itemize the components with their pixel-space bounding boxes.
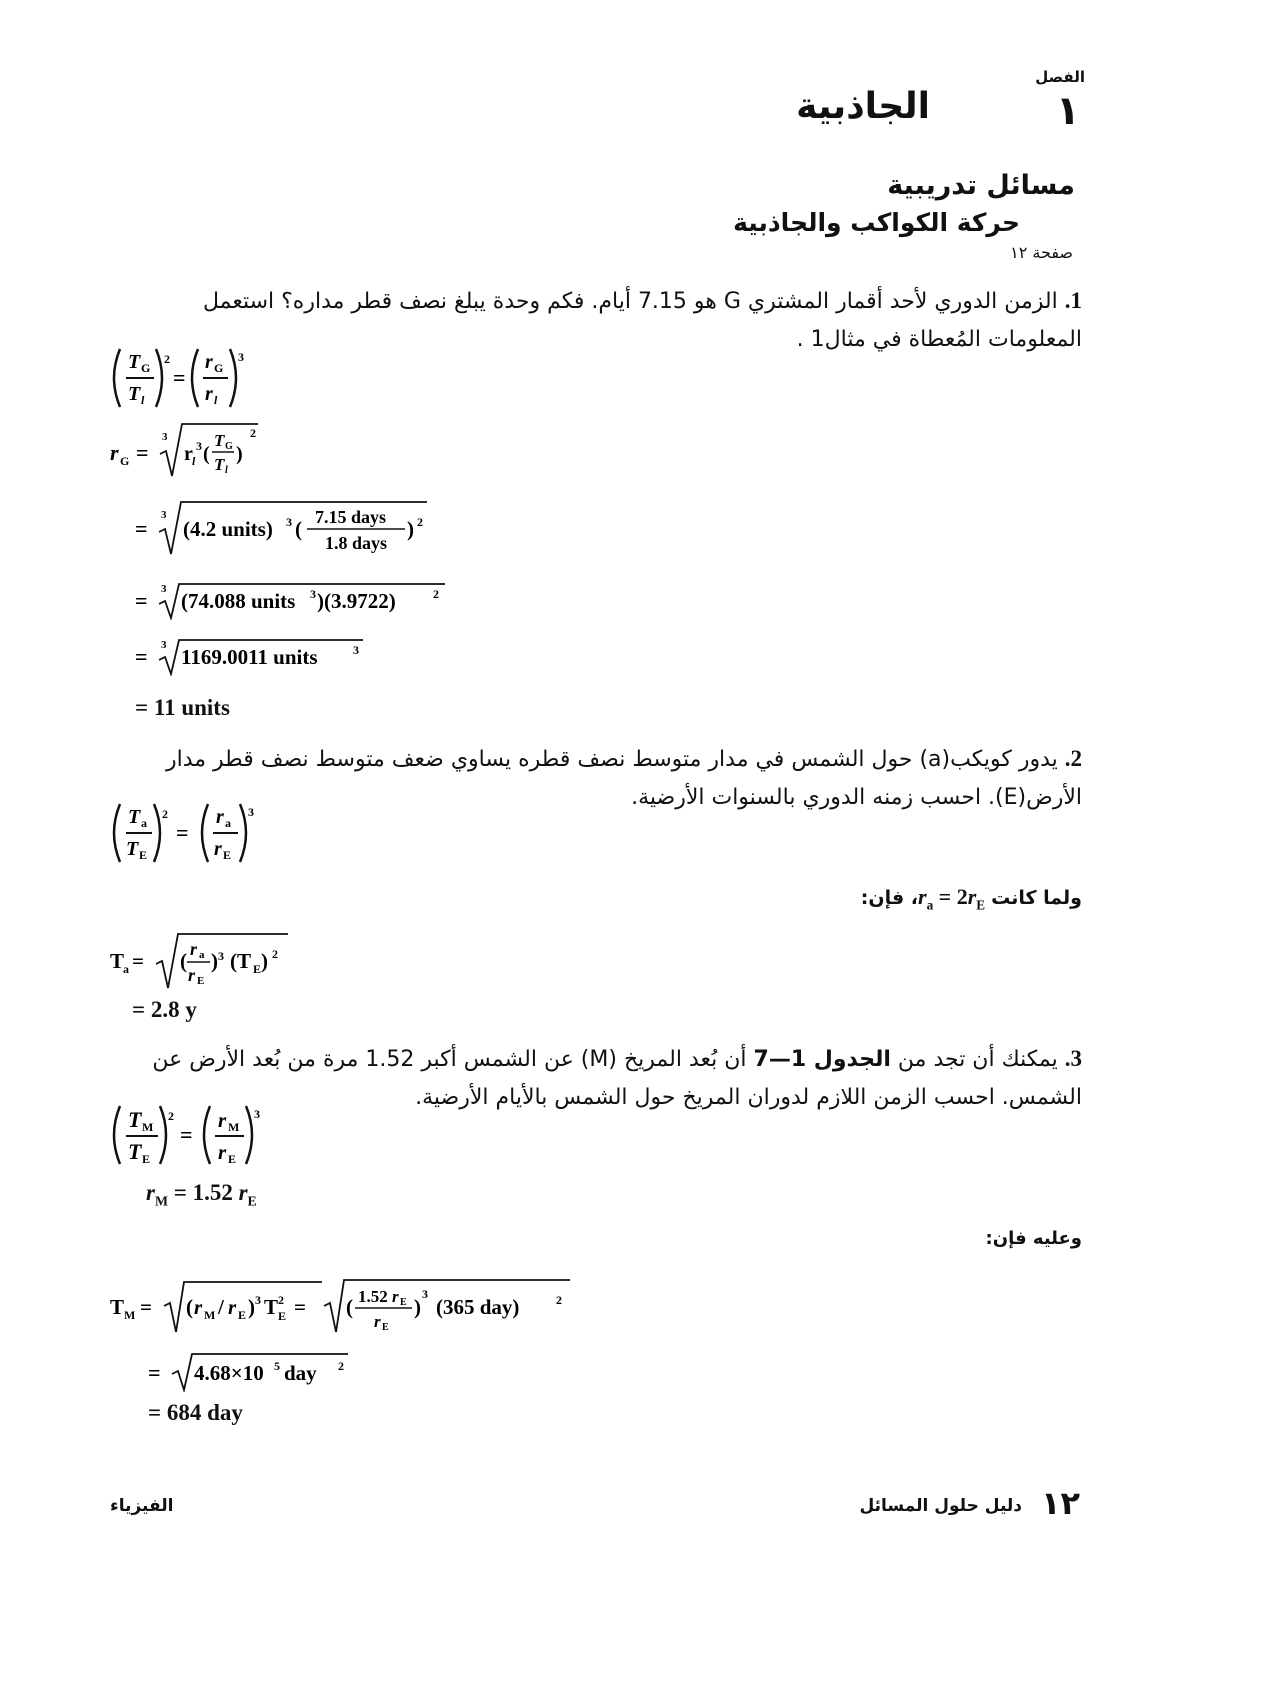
- svg-text:(T: (T: [230, 949, 251, 973]
- svg-text:2: 2: [556, 1293, 562, 1307]
- svg-text:l: l: [141, 393, 145, 407]
- problem-number: 2.: [1064, 746, 1082, 771]
- svg-text:=: =: [132, 949, 144, 973]
- svg-text:=: =: [180, 1122, 193, 1147]
- svg-text:): ): [211, 949, 218, 973]
- svg-text:3: 3: [196, 439, 202, 453]
- svg-text:r: r: [228, 1295, 237, 1319]
- problem-3-therefore: وعليه فإن:: [985, 1228, 1082, 1249]
- svg-text:E: E: [253, 962, 262, 976]
- svg-text:): ): [414, 1295, 421, 1319]
- svg-text:=: =: [140, 1295, 152, 1319]
- svg-text:a: a: [123, 962, 129, 976]
- volume-step: [135, 636, 375, 676]
- svg-text:r: r: [190, 939, 198, 959]
- problem-2: [122, 740, 1082, 817]
- problem-1-result: = 11 units: [135, 695, 230, 720]
- svg-text:r: r: [205, 383, 213, 405]
- svg-text:7.15 days: 7.15 days: [315, 507, 387, 527]
- svg-text:2: 2: [272, 947, 278, 961]
- svg-text:2: 2: [168, 1109, 174, 1123]
- svg-text:r: r: [194, 1295, 203, 1319]
- svg-text:(: (: [346, 1295, 353, 1319]
- problem-2-result: = 2.8 y: [132, 997, 197, 1022]
- footer-page-number: ١٢: [1040, 1484, 1080, 1522]
- svg-text:2: 2: [162, 807, 168, 821]
- problem-3-result: = 684 day: [148, 1400, 243, 1425]
- svg-text:): ): [261, 949, 268, 973]
- svg-text:(4.2 units): (4.2 units): [183, 517, 273, 541]
- svg-text:=: =: [176, 820, 189, 845]
- svg-text:E: E: [142, 1152, 151, 1166]
- svg-text:3: 3: [162, 431, 168, 443]
- svg-text:3: 3: [254, 1107, 260, 1121]
- svg-text:T: T: [128, 806, 141, 828]
- svg-text:a: a: [225, 816, 231, 830]
- svg-text:T: T: [264, 1295, 279, 1319]
- svg-text:M: M: [124, 1308, 136, 1322]
- svg-text:G: G: [141, 361, 151, 375]
- svg-text:3: 3: [161, 639, 167, 651]
- problem-number: 3.: [1064, 1046, 1082, 1071]
- svg-text:r: r: [205, 351, 213, 373]
- svg-text:1.52: 1.52: [358, 1287, 388, 1306]
- svg-text:5: 5: [274, 1359, 280, 1373]
- svg-text:)(3.9722): )(3.9722): [317, 589, 396, 613]
- svg-text:2: 2: [417, 515, 423, 529]
- svg-text:G: G: [225, 441, 233, 452]
- problem-1: [122, 282, 1082, 359]
- svg-text:): ): [236, 443, 243, 465]
- condition-suffix: ، فإن:: [860, 887, 919, 909]
- svg-text:l: l: [225, 465, 228, 476]
- svg-text:M: M: [228, 1120, 240, 1134]
- svg-text:a: a: [199, 949, 205, 961]
- svg-text:): ): [407, 517, 414, 541]
- svg-text:(: (: [295, 517, 302, 541]
- svg-text:=: =: [135, 516, 148, 541]
- svg-text:3: 3: [238, 350, 244, 364]
- substitution-step: [135, 496, 435, 558]
- svg-text:l: l: [192, 454, 196, 468]
- svg-text:=: =: [294, 1295, 306, 1319]
- simplification-step: [135, 580, 455, 620]
- problem-number: 1.: [1064, 288, 1082, 313]
- svg-text:a: a: [141, 816, 147, 830]
- svg-text:2: 2: [433, 587, 439, 601]
- svg-text:r: r: [214, 838, 222, 860]
- svg-text:G: G: [120, 454, 130, 468]
- svg-text:day: day: [284, 1361, 317, 1385]
- svg-text:4.68×10: 4.68×10: [194, 1361, 264, 1385]
- svg-text:E: E: [223, 848, 232, 862]
- page-reference: صفحة ١٢: [1010, 243, 1073, 262]
- radius-formula: [110, 420, 270, 482]
- svg-text:E: E: [139, 848, 148, 862]
- svg-text:M: M: [204, 1308, 216, 1322]
- problem-text: الزمن الدوري لأحد أقمار المشتري G هو 7.15 أيام. فكم وحدة يبلغ نصف قطر مداره؟ استعمل المعلومات المُعطاة في مثال1 .: [202, 289, 1082, 352]
- footer-subject: الفيزياء: [110, 1496, 174, 1516]
- svg-text:T: T: [214, 431, 225, 450]
- svg-text:l: l: [214, 393, 218, 407]
- svg-text:r: r: [392, 1287, 399, 1306]
- svg-text:r: r: [110, 440, 119, 465]
- svg-text:T: T: [214, 455, 225, 474]
- svg-text:E: E: [228, 1152, 237, 1166]
- svg-text:=: =: [135, 644, 148, 669]
- period-formula-2: [110, 930, 300, 992]
- section-title: مسائل تدريبية: [887, 170, 1075, 201]
- svg-text:1169.0011 units: 1169.0011 units: [181, 645, 318, 669]
- svg-text:=: =: [135, 588, 148, 613]
- kepler-ratio-formula-2: [110, 800, 260, 866]
- footer-guide-label: دليل حلول المسائل: [859, 1496, 1022, 1516]
- svg-text:/: /: [218, 1295, 224, 1319]
- svg-text:3: 3: [161, 583, 167, 595]
- mars-period-step: [148, 1350, 358, 1392]
- svg-text:G: G: [214, 361, 224, 375]
- svg-text:M: M: [142, 1120, 154, 1134]
- svg-text:E: E: [382, 1322, 389, 1333]
- svg-text:r: r: [374, 1312, 381, 1331]
- svg-text:E: E: [400, 1297, 407, 1308]
- chapter-number: ١: [1055, 88, 1080, 134]
- svg-text:T: T: [128, 1107, 142, 1132]
- problem-text-start: يمكنك أن تجد من: [890, 1047, 1058, 1072]
- chapter-title: الجاذبية: [796, 86, 930, 127]
- problem-2-condition: ولما كانت $r_a$ = $2r_E،$ فإن:: [860, 884, 1082, 913]
- svg-text:(74.088 units: (74.088 units: [181, 589, 296, 613]
- svg-text:3: 3: [255, 1293, 261, 1307]
- table-reference: الجدول 1—7: [753, 1047, 891, 1072]
- svg-text:3: 3: [161, 509, 167, 521]
- svg-text:T: T: [126, 838, 139, 860]
- kepler-ratio-formula-1: [110, 345, 250, 411]
- svg-text:E: E: [278, 1309, 287, 1323]
- svg-text:1.8 days: 1.8 days: [325, 533, 388, 553]
- svg-text:(: (: [180, 949, 187, 973]
- kepler-ratio-formula-3: [110, 1102, 270, 1168]
- mars-radius-relation: $r_M = 1.52$ $r_E$: [146, 1180, 257, 1209]
- svg-text:3: 3: [218, 949, 224, 963]
- svg-text:T: T: [110, 1295, 125, 1319]
- svg-text:=: =: [148, 1360, 161, 1385]
- svg-text:3: 3: [286, 515, 292, 529]
- svg-text:2: 2: [164, 352, 170, 366]
- svg-text:r: r: [216, 806, 224, 828]
- svg-text:3: 3: [248, 805, 254, 819]
- svg-text:r: r: [218, 1108, 227, 1132]
- section-subtitle: حركة الكواكب والجاذبية: [733, 208, 1020, 237]
- svg-text:E: E: [197, 975, 205, 987]
- svg-text:r: r: [188, 965, 196, 985]
- svg-text:T: T: [110, 949, 125, 973]
- svg-text:E: E: [238, 1308, 247, 1322]
- svg-text:2: 2: [338, 1359, 344, 1373]
- svg-text:T: T: [128, 1139, 142, 1164]
- svg-text:3: 3: [353, 643, 359, 657]
- chapter-label: الفصل: [1035, 68, 1085, 86]
- svg-text:): ): [248, 1295, 255, 1319]
- condition-label: ولما كانت: [991, 887, 1082, 909]
- svg-text:=: =: [173, 365, 186, 390]
- svg-text:T: T: [128, 383, 141, 405]
- svg-text:3: 3: [310, 587, 316, 601]
- svg-text:(: (: [203, 443, 210, 465]
- svg-text:(: (: [186, 1295, 193, 1319]
- svg-text:2: 2: [250, 426, 256, 440]
- problem-text-end: أن بُعد المريخ (M) عن الشمس أكبر 1.52 مرة من بُعد الأرض عن الشمس. احسب الزمن اللازم لدوران المريخ حول الشمس بالأيام الأرضية.: [152, 1047, 1082, 1110]
- mars-period-formula: [110, 1276, 580, 1338]
- problem-text: يدور كويكب(a) حول الشمس في مدار متوسط نصف قطره يساوي ضعف متوسط نصف قطر مدار الأرض(E). احسب زمنه الدوري بالسنوات الأرضية.: [165, 747, 1082, 810]
- svg-text:(365 day): (365 day): [436, 1295, 520, 1319]
- svg-text:2: 2: [278, 1293, 284, 1307]
- svg-text:r: r: [218, 1140, 227, 1164]
- svg-text:T: T: [128, 351, 141, 373]
- svg-text:=: =: [136, 440, 149, 465]
- svg-text:3: 3: [422, 1287, 428, 1301]
- svg-text:r: r: [184, 443, 193, 465]
